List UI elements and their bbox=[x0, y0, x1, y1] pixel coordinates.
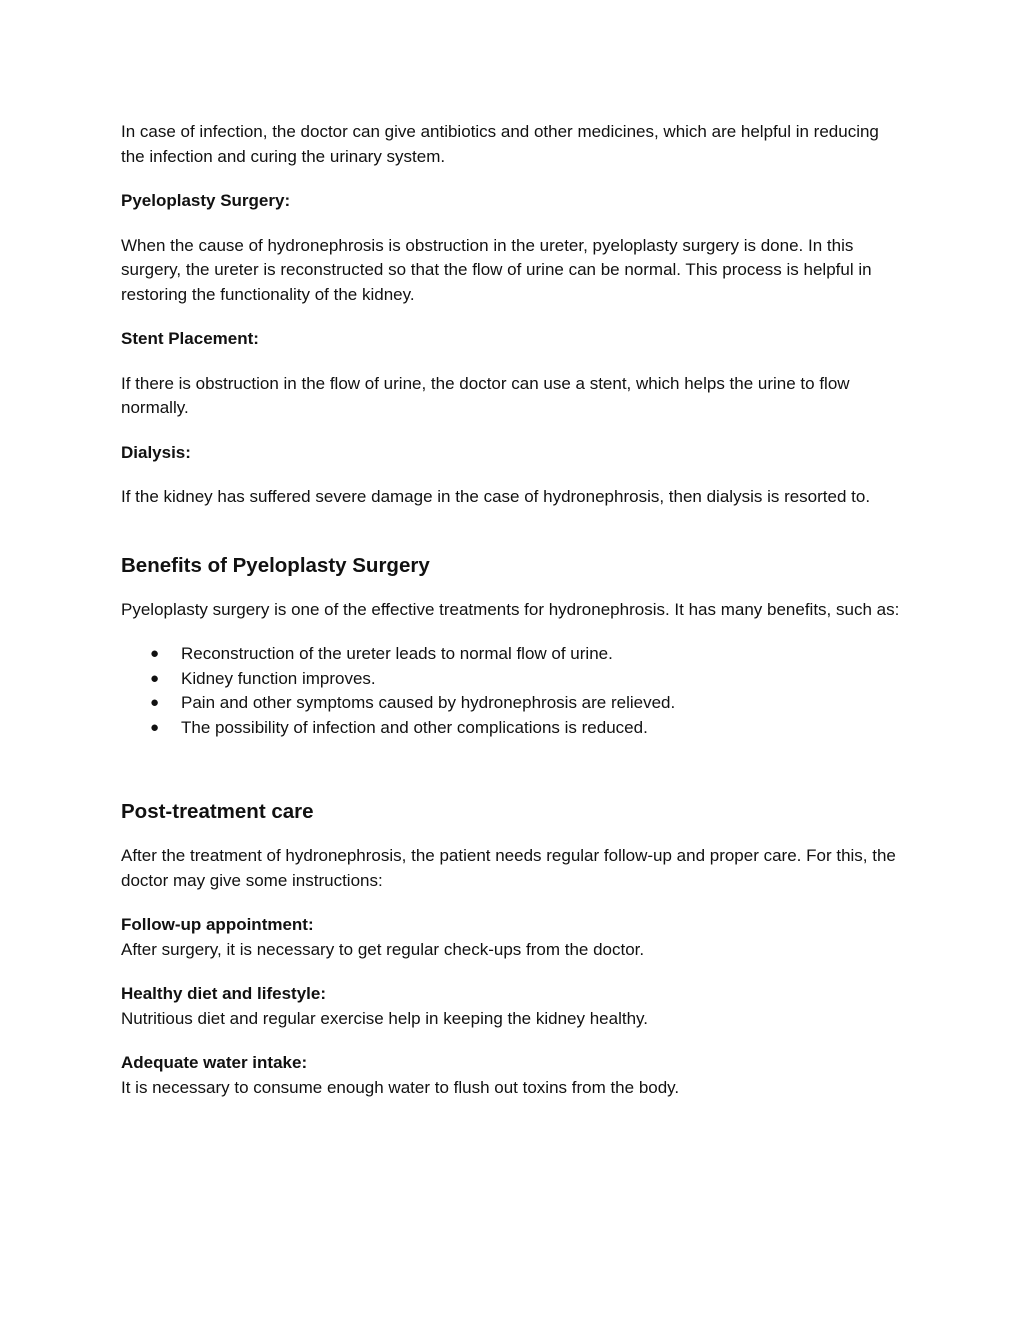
post-care-text: It is necessary to consume enough water to flush out toxins from the body. bbox=[121, 1077, 680, 1097]
treatment-label-dialysis: Dialysis: bbox=[121, 442, 191, 462]
bullet-icon: ● bbox=[150, 718, 160, 736]
document-page bbox=[121, 120, 901, 1120]
benefits-intro: Pyeloplasty surgery is one of the effective treatments for hydronephrosis. It has many benefits, such as: bbox=[121, 599, 900, 619]
treatment-text-pyeloplasty: When the cause of hydronephrosis is obstruction in the ureter, pyeloplasty surgery is done. In this surgery, the ureter is reconstructed so that the flow of urine can be normal. This process is helpful in restoring the functionality of the kidney. bbox=[121, 235, 872, 304]
post-care-label: Adequate water intake: bbox=[121, 1053, 308, 1072]
post-care-text: Nutritious diet and regular exercise help in keeping the kidney healthy. bbox=[121, 1008, 648, 1028]
treatment-text-dialysis: If the kidney has suffered severe damage in the case of hydronephrosis, then dialysis is resorted to. bbox=[121, 487, 871, 506]
treatment-label-pyeloplasty: Pyeloplasty Surgery: bbox=[121, 191, 291, 210]
post-care-intro: After the treatment of hydronephrosis, the patient needs regular follow-up and proper care. For this, the doctor may give some instructions: bbox=[121, 846, 896, 890]
benefits-heading: Benefits of Pyeloplasty Surgery bbox=[121, 553, 430, 577]
post-care-item-diet bbox=[121, 982, 901, 1031]
intro-paragraph: In case of infection, the doctor can give antibiotics and other medicines, which are helpful in reducing the infection and curing the urinary system. bbox=[121, 122, 879, 166]
list-item: ● Kidney function improves. bbox=[121, 667, 901, 692]
post-care-label: Healthy diet and lifestyle: bbox=[121, 984, 326, 1003]
treatment-label-stent: Stent Placement: bbox=[121, 329, 259, 348]
benefits-list bbox=[121, 642, 901, 740]
list-item: ● The possibility of infection and other complications is reduced. bbox=[121, 716, 901, 741]
post-care-heading: Post-treatment care bbox=[121, 800, 314, 823]
post-care-label: Follow-up appointment: bbox=[121, 915, 314, 934]
list-item: ● Pain and other symptoms caused by hydronephrosis are relieved. bbox=[121, 691, 901, 716]
treatment-text-stent: If there is obstruction in the flow of urine, the doctor can use a stent, which helps the urine to flow normally. bbox=[121, 373, 850, 417]
bullet-icon: ● bbox=[150, 694, 160, 711]
bullet-icon: ● bbox=[150, 669, 160, 687]
list-item: ● Reconstruction of the ureter leads to normal flow of urine. bbox=[121, 642, 901, 667]
post-care-text: After surgery, it is necessary to get regular check-ups from the doctor. bbox=[121, 939, 645, 959]
post-care-item-water bbox=[121, 1051, 901, 1100]
post-care-item-follow-up bbox=[121, 913, 901, 962]
bullet-icon: ● bbox=[150, 645, 160, 662]
